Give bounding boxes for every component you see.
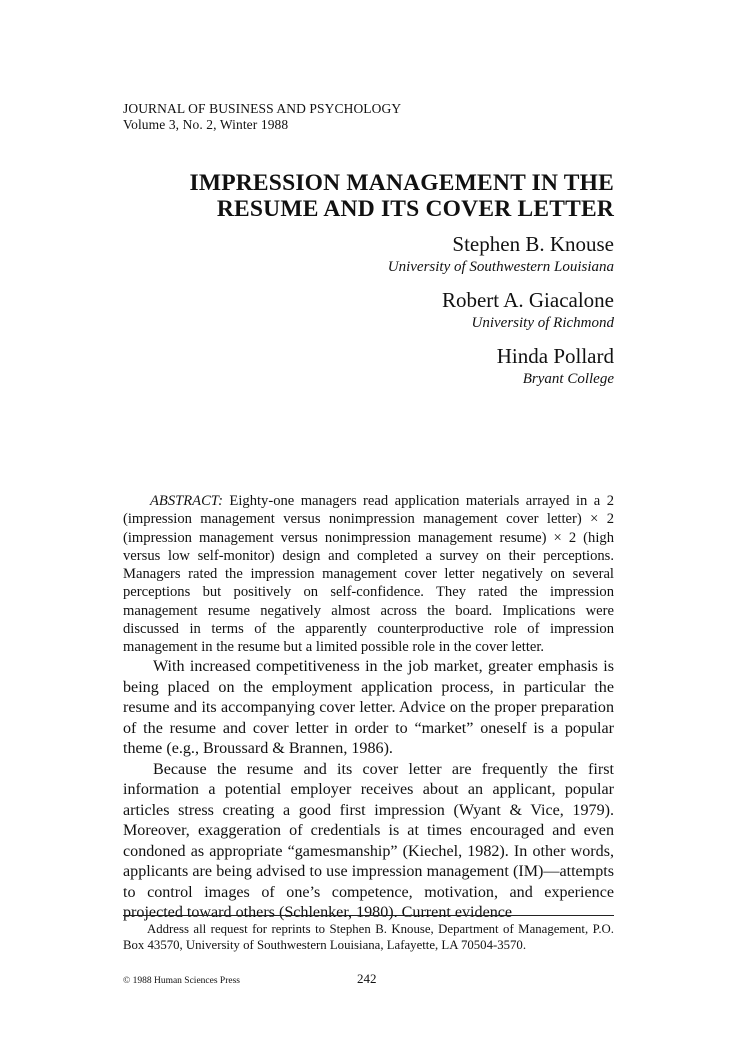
journal-header bbox=[123, 101, 401, 133]
body-paragraph-1: With increased competitiveness in the job market, greater emphasis is being placed on the employment application process, in particular the resume and its accompanying cover letter. Advice on the proper preparation of the resume and cover letter in order to “market” oneself is a popular theme (e.g., Broussard & Brannen, 1986). bbox=[123, 658, 614, 757]
copyright-notice: © 1988 Human Sciences Press bbox=[123, 976, 240, 986]
article-title bbox=[189, 170, 614, 222]
abstract-text: Eighty-one managers read application materials arrayed in a 2 (impression management versus nonimpression management cover letter) × 2 (impression management versus nonimpression management resume) × 2 (high versus low self-monitor) design and completed a survey on their perceptions. Managers rated the impression management cover letter negatively on several perceptions but positively on self-confidence. They rated the impression management resume negatively almost across the board. Implications were discussed in terms of the apparently counterproductive role of impression management in the resume but a limited possible role in the cover letter. bbox=[123, 493, 614, 656]
journal-volume: Volume 3, No. 2, Winter 1988 bbox=[123, 117, 289, 132]
author-affiliation-1: University of Southwestern Louisiana bbox=[387, 259, 614, 275]
journal-name: JOURNAL OF BUSINESS AND PSYCHOLOGY bbox=[123, 101, 402, 116]
author-name-1: Stephen B. Knouse bbox=[452, 232, 614, 256]
author-name-2: Robert A. Giacalone bbox=[441, 288, 614, 312]
abstract bbox=[123, 492, 614, 657]
page-number: 242 bbox=[357, 971, 377, 986]
title-line-2: RESUME AND ITS COVER LETTER bbox=[216, 196, 614, 222]
title-line-1: IMPRESSION MANAGEMENT IN THE bbox=[189, 170, 614, 196]
author-name-3: Hinda Pollard bbox=[496, 344, 614, 368]
body-text bbox=[123, 657, 614, 924]
author-affiliation-2: University of Richmond bbox=[471, 315, 614, 331]
footnote: Address all request for reprints to Stephen B. Knouse, Department of Management, P.O. Box 43570, University of Southwestern Louisiana, Lafayette, LA 70504-3570. bbox=[123, 922, 614, 952]
footnote-divider bbox=[123, 915, 614, 916]
body-paragraph-2: Because the resume and its cover letter are frequently the first information a potential employer receives about an applicant, popular articles stress creating a good first impression (Wyant & Vice, 1979). Moreover, exaggeration of credentials is at times encouraged and even condoned as appropriate “gamesmanship” (Kiechel, 1982). In other words, applicants are being advised to use impression management (IM)—attempts to control images of one’s competence, motivation, and experience projected toward others (Schlenker, 1980). Current evidence bbox=[123, 760, 614, 921]
abstract-label: ABSTRACT: bbox=[150, 493, 223, 509]
author-affiliation-3: Bryant College bbox=[522, 371, 614, 387]
